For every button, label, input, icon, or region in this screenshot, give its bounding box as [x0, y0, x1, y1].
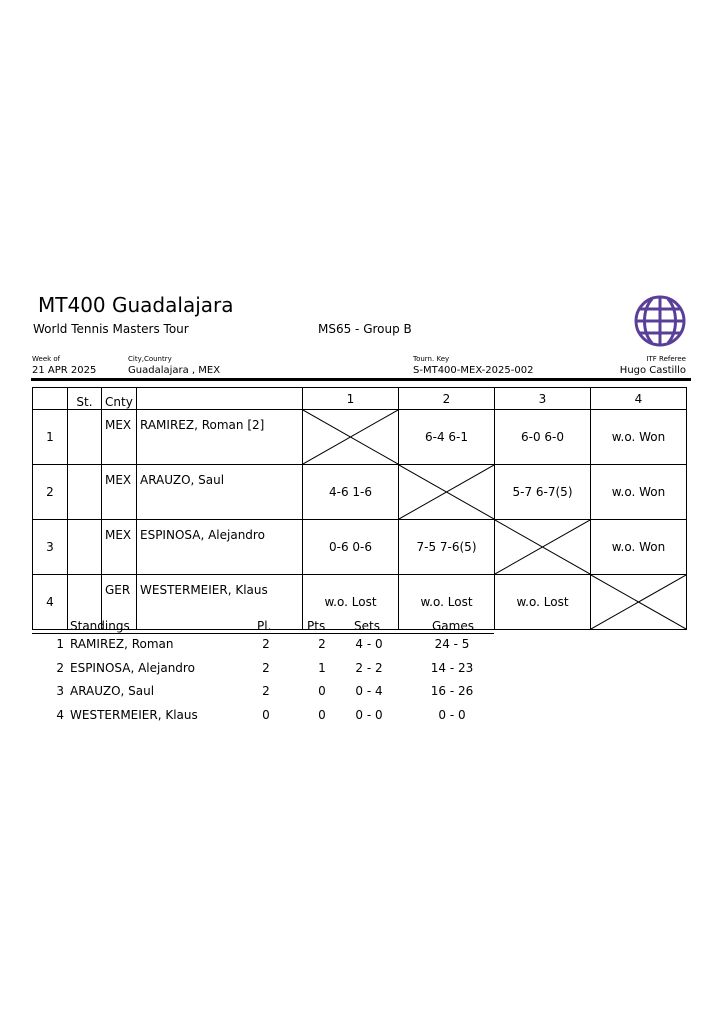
- standings-header-pl: Pl.: [257, 619, 272, 633]
- standings-header: [32, 619, 494, 634]
- draw-header-row: [33, 388, 687, 410]
- match-result: 7-5 7-6(5): [399, 520, 495, 575]
- header-col-3: 3: [495, 388, 591, 410]
- standings-header-pts: Pts: [307, 619, 326, 633]
- standings-games: 24 - 5: [434, 637, 470, 651]
- standings-played: 2: [262, 660, 270, 675]
- standings-points: 0: [318, 684, 326, 698]
- match-result: w.o. Lost: [495, 575, 591, 630]
- referee-label: ITF Referee: [646, 355, 686, 363]
- standings-rank: 2: [56, 660, 64, 675]
- referee-value: Hugo Castillo: [619, 365, 686, 376]
- tennis-ball-globe-icon: [632, 294, 688, 348]
- match-result: 6-4 6-1: [399, 410, 495, 465]
- player-name: ARAUZO, Saul: [137, 465, 303, 520]
- player-row-3: [33, 520, 687, 575]
- standings-rank: 4: [56, 707, 64, 722]
- player-status: [68, 465, 102, 520]
- standings-sets: 2 - 2: [355, 660, 383, 675]
- header-name-blank: [137, 388, 303, 410]
- header-divider: [31, 378, 691, 381]
- tourn-key-label: Tourn. Key: [413, 355, 450, 363]
- self-match-cross: [303, 410, 399, 465]
- player-number: 1: [33, 410, 68, 465]
- player-status: [68, 520, 102, 575]
- round-robin-draw: [32, 387, 687, 630]
- standings-points: 2: [318, 637, 326, 651]
- player-row-1: [33, 410, 687, 465]
- match-result: w.o. Lost: [303, 575, 399, 630]
- player-number: 2: [33, 465, 68, 520]
- self-match-cross: [399, 465, 495, 520]
- standings-played: 0: [262, 707, 270, 722]
- player-status: [68, 410, 102, 465]
- match-result: w.o. Won: [591, 520, 687, 575]
- standings-title: Standings: [70, 619, 130, 633]
- player-country: MEX: [102, 465, 137, 520]
- city-value: Guadalajara , MEX: [128, 365, 221, 376]
- standings-games: 14 - 23: [430, 660, 474, 675]
- player-country: MEX: [102, 520, 137, 575]
- self-match-cross: [495, 520, 591, 575]
- standings-header-games: Games: [432, 619, 474, 633]
- standings-rank: 3: [56, 684, 64, 698]
- standings-row: [32, 705, 494, 729]
- tour-subtitle: World Tennis Masters Tour: [33, 322, 189, 336]
- standings-games: 0 - 0: [438, 707, 466, 722]
- player-name: WESTERMEIER, Klaus: [137, 575, 303, 630]
- standings-player: ARAUZO, Saul: [70, 684, 155, 698]
- standings-played: 2: [262, 637, 270, 651]
- city-label: City,Country: [128, 355, 172, 363]
- standings-row: [32, 634, 494, 658]
- match-result: w.o. Won: [591, 465, 687, 520]
- standings-points: 0: [318, 707, 326, 722]
- tourn-key-value: S-MT400-MEX-2025-002: [413, 365, 534, 376]
- standings-sets: 4 - 0: [355, 637, 383, 651]
- header-col-4: 4: [591, 388, 687, 410]
- player-name: ESPINOSA, Alejandro: [137, 520, 303, 575]
- player-row-2: [33, 465, 687, 520]
- standings-played: 2: [262, 684, 270, 698]
- match-result: 4-6 1-6: [303, 465, 399, 520]
- player-number: 4: [33, 575, 68, 630]
- header-st: St.: [68, 388, 102, 410]
- match-result: w.o. Lost: [399, 575, 495, 630]
- standings-points: 1: [318, 660, 326, 675]
- match-result: w.o. Won: [591, 410, 687, 465]
- match-result: 0-6 0-6: [303, 520, 399, 575]
- player-name: RAMIREZ, Roman [2]: [137, 410, 303, 465]
- event-name: MS65 - Group B: [318, 322, 412, 336]
- standings-player: ESPINOSA, Alejandro: [70, 660, 195, 675]
- standings-player: WESTERMEIER, Klaus: [70, 707, 198, 722]
- standings-player: RAMIREZ, Roman: [70, 637, 174, 651]
- standings-sets: 0 - 0: [355, 707, 383, 722]
- header-blank: [33, 388, 68, 410]
- player-country: GER: [102, 575, 137, 630]
- player-number: 3: [33, 520, 68, 575]
- header-col-2: 2: [399, 388, 495, 410]
- match-result: 6-0 6-0: [495, 410, 591, 465]
- standings-rank: 1: [56, 637, 64, 651]
- week-label: Week of: [32, 355, 61, 363]
- standings-games: 16 - 26: [430, 684, 474, 698]
- standings-sets: 0 - 4: [355, 684, 383, 698]
- tournament-title: MT400 Guadalajara: [38, 293, 234, 317]
- standings-header-sets: Sets: [354, 619, 380, 633]
- self-match-cross: [591, 575, 687, 630]
- standings-row: [32, 658, 494, 682]
- header-col-1: 1: [303, 388, 399, 410]
- standings-row: [32, 681, 494, 705]
- player-country: MEX: [102, 410, 137, 465]
- match-result: 5-7 6-7(5): [495, 465, 591, 520]
- week-value: 21 APR 2025: [32, 365, 97, 376]
- standings-table: [32, 619, 494, 728]
- header-cnty: Cnty: [102, 388, 137, 410]
